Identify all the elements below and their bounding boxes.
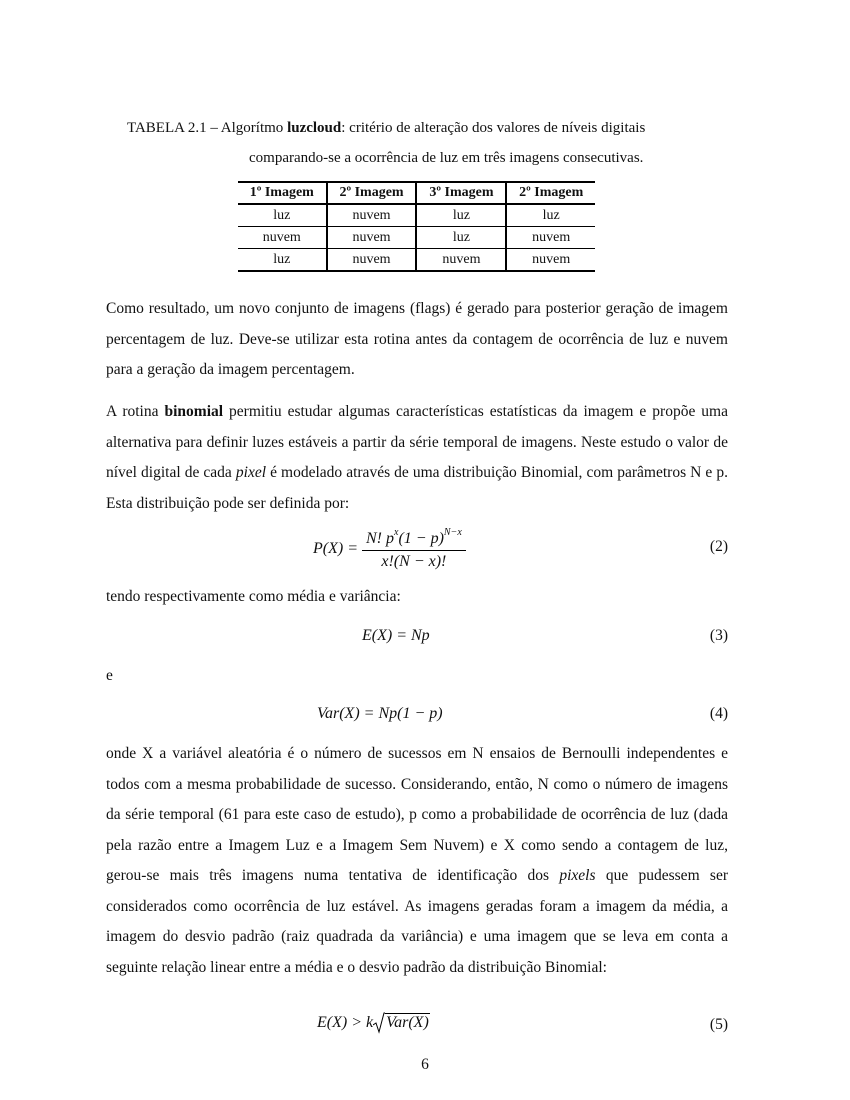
eq2-denominator: x!(N − x)! [381, 553, 447, 570]
eq2-num-part: (1 − p) [398, 530, 444, 547]
eq2-exponent: N−x [443, 527, 462, 538]
italic-term: pixel [235, 464, 267, 481]
table-cell: luz [506, 204, 595, 227]
equation-number: (3) [709, 627, 728, 644]
radical-sign-icon [373, 1012, 385, 1034]
table-header-cell: 2º Imagem [327, 182, 417, 204]
table-row [238, 227, 595, 249]
table-cell: nuvem [238, 227, 327, 249]
table-cell: luz [238, 204, 327, 227]
text-run: onde X a variável aleatória é o número de sucessos em N ensaios de Bernoulli independentes e todos com a mesma probabilidade de sucesso. Considerando, então, N como o número de imagens da série temporal (61 para este caso de estudo), p como a probabilidade de ocorrência de luz (dada pela razão entre a Imagem Luz e a Imagem Sem Nuvem) e X como sendo a contagem de luz, gerou-se mais três imagens numa tentativa de identificação dos [106, 745, 728, 884]
equation-3: E(X) = Np [362, 627, 430, 644]
paragraph-binomial [106, 397, 728, 519]
eq2-numerator [362, 527, 466, 551]
table-cell: luz [416, 227, 506, 249]
paragraph-bernoulli [106, 739, 728, 983]
text-run: A rotina [106, 403, 165, 420]
luzcloud-table [238, 181, 595, 272]
table-caption-line1 [127, 120, 645, 137]
routine-name: binomial [164, 403, 224, 420]
eq5-lhs: E(X) > k [317, 1014, 374, 1031]
equation-number: (4) [709, 705, 728, 722]
text-conjunction: e [106, 667, 113, 684]
equation-5 [317, 1014, 430, 1032]
table-cell: nuvem [506, 227, 595, 249]
eq2-exponent: x [394, 527, 399, 538]
eq2-fraction [362, 527, 466, 571]
text-run: permitiu estudar algumas características estatísticas da imagem e propõe uma alternativa para definir luzes estáveis a partir da série temporal de imagens. Neste estudo o valor de nível digital de cada [106, 403, 728, 481]
table-cell: nuvem [416, 249, 506, 272]
table-cell: nuvem [327, 227, 417, 249]
page-number: 6 [421, 1056, 429, 1073]
text-run: que pudessem ser considerados como ocorrência de luz estável. As imagens geradas foram a imagem da média, a imagem do desvio padrão (raiz quadrada da variância) e uma imagem que se leva em conta a seguinte relação linear entre a média e o desvio padrão da distribuição Binomial: [106, 867, 728, 976]
equation-number: (2) [709, 538, 728, 555]
table-header-row [238, 182, 595, 204]
caption-suffix: : critério de alteração dos valores de níveis digitais [341, 120, 646, 136]
square-root [373, 1014, 430, 1032]
text-mean-variance: tendo respectivamente como média e variância: [106, 588, 401, 605]
table-cell: nuvem [327, 249, 417, 272]
radicand: Var(X) [386, 1014, 429, 1031]
text-run: é modelado através de uma distribuição Binomial, com parâmetros N e p. Esta distribuição pode ser definida por: [106, 464, 728, 512]
caption-prefix: TABELA 2.1 – Algorítmo [127, 120, 288, 136]
eq2-num-part: N! p [366, 530, 394, 547]
caption-algorithm-name: luzcloud [287, 120, 342, 136]
equation-2 [313, 527, 466, 571]
table-caption-line2: comparando-se a ocorrência de luz em três imagens consecutivas. [249, 150, 644, 166]
eq2-lhs: P(X) = [313, 540, 358, 557]
table-cell: nuvem [506, 249, 595, 272]
table-cell: luz [273, 251, 291, 267]
italic-term: pixels [559, 867, 596, 884]
table-header-cell: 1º Imagem [238, 182, 327, 204]
table-row [238, 204, 595, 227]
table-header-cell: 3º Imagem [416, 182, 506, 204]
equation-4: Var(X) = Np(1 − p) [317, 705, 443, 722]
table-cell: luz [416, 204, 506, 227]
table-row [238, 249, 595, 272]
table-header-cell: 2º Imagem [506, 182, 595, 204]
equation-number: (5) [709, 1016, 728, 1033]
paragraph-flags: Como resultado, um novo conjunto de imagens (flags) é gerado para posterior geração de imagem percentagem de luz. Deve-se utilizar esta rotina antes da contagem de ocorrência de luz e nuvem para a geração da imagem percentagem. [106, 300, 728, 378]
table-cell: nuvem [327, 204, 417, 227]
